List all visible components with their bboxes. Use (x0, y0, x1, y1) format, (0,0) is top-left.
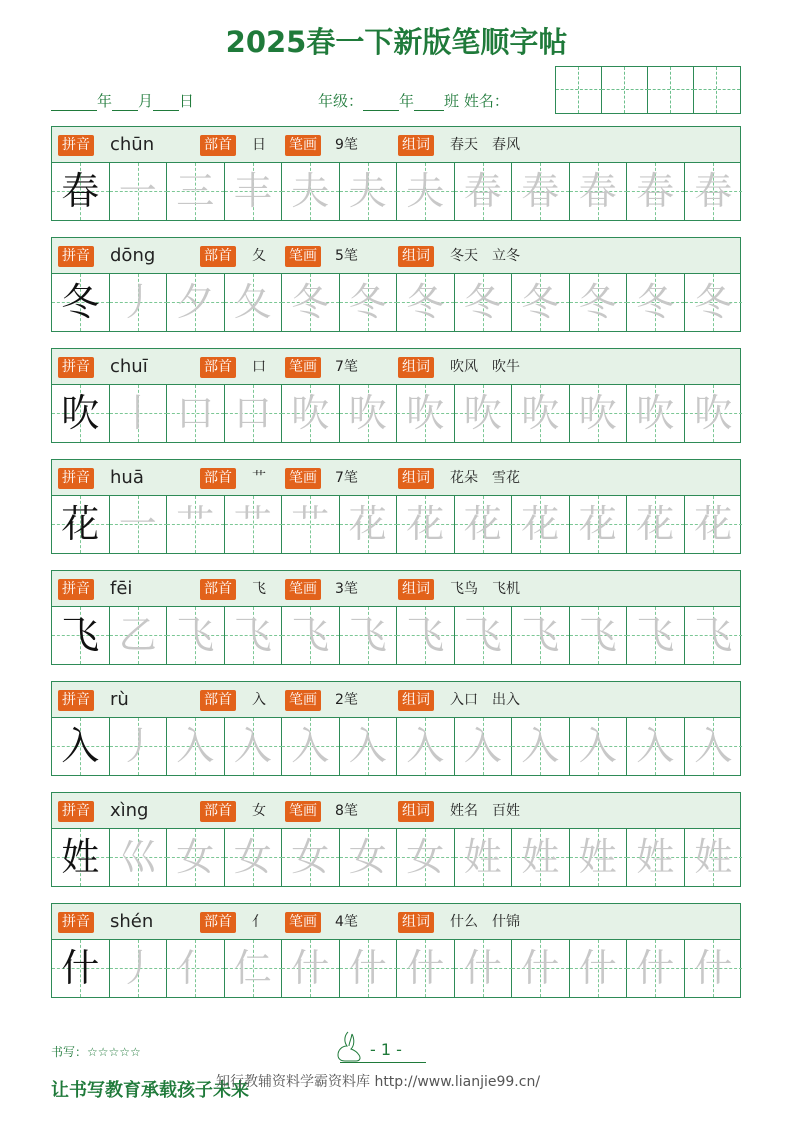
trace-character: 夂 (233, 280, 272, 324)
pinyin-value: chūn (110, 134, 155, 155)
trace-character: 口 (233, 391, 272, 435)
trace-character: 入 (291, 724, 330, 768)
words-value: 姓名 百姓 (450, 803, 520, 819)
trace-character: 艹 (176, 502, 215, 546)
trace-cell[interactable] (570, 607, 628, 664)
trace-cell[interactable] (685, 274, 743, 331)
trace-cell[interactable] (167, 163, 225, 220)
trace-character: 入 (636, 724, 675, 768)
trace-character: 姓 (463, 835, 502, 879)
writing-grid (51, 939, 741, 998)
model-character-cell (52, 385, 110, 442)
character-header (51, 348, 741, 385)
writing-grid (51, 162, 741, 221)
trace-cell[interactable] (167, 940, 225, 997)
character-header (51, 459, 741, 496)
trace-character: 春 (636, 169, 675, 213)
pinyin-tag: 拼音 (58, 579, 94, 600)
trace-cell[interactable] (397, 829, 455, 886)
page-number-badge (330, 1028, 430, 1068)
radical-tag: 部首 (200, 912, 236, 933)
trace-cell[interactable] (340, 385, 398, 442)
trace-character: 一 (118, 502, 157, 546)
trace-character: 吹 (636, 391, 675, 435)
trace-character: 入 (578, 724, 617, 768)
words-tag: 组词 (398, 468, 434, 489)
trace-cell[interactable] (225, 385, 283, 442)
model-character: 入 (61, 724, 100, 768)
trace-cell[interactable] (627, 607, 685, 664)
trace-character: 夫 (291, 169, 330, 213)
pinyin-value: rù (110, 689, 129, 710)
trace-character: 冬 (578, 280, 617, 324)
strokes-value: 8笔 (335, 803, 358, 819)
trace-character: 冬 (463, 280, 502, 324)
trace-cell[interactable] (512, 496, 570, 553)
trace-cell[interactable] (110, 718, 168, 775)
trace-cell[interactable] (282, 385, 340, 442)
trace-cell[interactable] (455, 607, 513, 664)
strokes-tag: 笔画 (285, 135, 321, 156)
radical-value: 亻 (252, 914, 266, 930)
trace-cell[interactable] (570, 718, 628, 775)
writing-grid (51, 273, 741, 332)
trace-character: 入 (348, 724, 387, 768)
trace-cell[interactable] (570, 496, 628, 553)
page-title: 2025春一下新版笔顺字帖 (225, 25, 568, 59)
trace-cell[interactable] (397, 607, 455, 664)
strokes-value: 3笔 (335, 581, 358, 597)
trace-cell[interactable] (627, 940, 685, 997)
trace-cell[interactable] (455, 718, 513, 775)
trace-character: 飞 (578, 613, 617, 657)
trace-character: 仁 (233, 946, 272, 990)
trace-cell[interactable] (225, 940, 283, 997)
trace-cell[interactable] (225, 607, 283, 664)
trace-character: 吹 (694, 391, 733, 435)
radical-value: 艹 (252, 470, 266, 486)
model-character: 什 (61, 946, 100, 990)
model-character-cell (52, 829, 110, 886)
trace-character: 姓 (636, 835, 675, 879)
trace-character: 什 (636, 946, 675, 990)
model-character: 冬 (61, 280, 100, 324)
trace-cell[interactable] (512, 607, 570, 664)
trace-cell[interactable] (627, 496, 685, 553)
slogan: 让书写教育承载孩子未来 (51, 1080, 249, 1101)
trace-cell[interactable] (340, 163, 398, 220)
trace-cell[interactable] (570, 274, 628, 331)
strokes-tag: 笔画 (285, 690, 321, 711)
model-character: 花 (61, 502, 100, 546)
trace-character: 艹 (291, 502, 330, 546)
trace-cell[interactable] (455, 496, 513, 553)
trace-character: 花 (636, 502, 675, 546)
pinyin-value: shén (110, 911, 154, 932)
trace-character: 艹 (233, 502, 272, 546)
name-cell[interactable] (556, 67, 602, 113)
trace-character: 飞 (406, 613, 445, 657)
strokes-value: 7笔 (335, 359, 358, 375)
words-value: 入口 出入 (450, 692, 520, 708)
trace-cell[interactable] (225, 274, 283, 331)
character-header (51, 237, 741, 274)
trace-cell[interactable] (225, 829, 283, 886)
words-tag: 组词 (398, 135, 434, 156)
trace-character: 夫 (348, 169, 387, 213)
trace-character: 花 (521, 502, 560, 546)
model-character-cell (52, 274, 110, 331)
trace-character: 入 (694, 724, 733, 768)
writing-grid (51, 828, 741, 887)
words-tag: 组词 (398, 357, 434, 378)
year-label: 年 (97, 92, 113, 110)
trace-character: 什 (694, 946, 733, 990)
trace-cell[interactable] (685, 829, 743, 886)
strokes-value: 9笔 (335, 137, 358, 153)
trace-character: 亻 (176, 946, 215, 990)
trace-cell[interactable] (110, 940, 168, 997)
trace-cell[interactable] (340, 496, 398, 553)
name-cell[interactable] (648, 67, 694, 113)
trace-character: 什 (578, 946, 617, 990)
class-blank[interactable] (414, 96, 444, 111)
trace-character: 冬 (636, 280, 675, 324)
words-value: 春天 春风 (450, 137, 520, 153)
radical-value: 夂 (252, 248, 266, 264)
radical-value: 日 (252, 137, 266, 153)
trace-character: 花 (694, 502, 733, 546)
pinyin-value: dōng (110, 245, 156, 266)
trace-character: 春 (578, 169, 617, 213)
trace-character: 什 (406, 946, 445, 990)
month-label: 月 (138, 92, 154, 110)
trace-character: 入 (176, 724, 215, 768)
trace-character: 入 (521, 724, 560, 768)
radical-value: 女 (252, 803, 266, 819)
trace-cell[interactable] (570, 829, 628, 886)
trace-character: 花 (348, 502, 387, 546)
radical-tag: 部首 (200, 801, 236, 822)
trace-character: 吹 (291, 391, 330, 435)
trace-character: 吹 (521, 391, 560, 435)
model-character: 春 (61, 169, 100, 213)
grade-line (318, 90, 509, 111)
grade-year-label: 年 (399, 92, 415, 110)
strokes-tag: 笔画 (285, 468, 321, 489)
trace-character: 丰 (233, 169, 272, 213)
strokes-value: 2笔 (335, 692, 358, 708)
pinyin-value: xìng (110, 800, 149, 821)
trace-character: 冬 (694, 280, 733, 324)
trace-character: 飞 (176, 613, 215, 657)
writing-grid (51, 495, 741, 554)
trace-cell[interactable] (340, 718, 398, 775)
character-header (51, 792, 741, 829)
trace-character: 吹 (463, 391, 502, 435)
trace-cell[interactable] (167, 274, 225, 331)
pinyin-tag: 拼音 (58, 690, 94, 711)
trace-cell[interactable] (167, 829, 225, 886)
trace-character: 吹 (578, 391, 617, 435)
date-line (51, 90, 194, 111)
writing-grid (51, 384, 741, 443)
day-blank[interactable] (153, 96, 179, 111)
trace-cell[interactable] (282, 163, 340, 220)
day-label: 日 (179, 92, 195, 110)
strokes-tag: 笔画 (285, 357, 321, 378)
trace-cell[interactable] (397, 385, 455, 442)
trace-character: 入 (406, 724, 445, 768)
trace-cell[interactable] (627, 829, 685, 886)
name-grid[interactable] (555, 66, 741, 114)
trace-cell[interactable] (282, 274, 340, 331)
trace-cell[interactable] (340, 274, 398, 331)
trace-character: 女 (406, 835, 445, 879)
trace-cell[interactable] (685, 718, 743, 775)
pinyin-tag: 拼音 (58, 912, 94, 933)
words-value: 飞鸟 飞机 (450, 581, 520, 597)
trace-cell[interactable] (340, 940, 398, 997)
trace-cell[interactable] (512, 385, 570, 442)
grade-blank[interactable] (363, 96, 399, 111)
trace-cell[interactable] (110, 163, 168, 220)
radical-tag: 部首 (200, 246, 236, 267)
trace-character: 姓 (578, 835, 617, 879)
trace-cell[interactable] (627, 385, 685, 442)
trace-cell[interactable] (685, 496, 743, 553)
trace-cell[interactable] (397, 496, 455, 553)
character-header (51, 126, 741, 163)
strokes-value: 4笔 (335, 914, 358, 930)
model-character-cell (52, 607, 110, 664)
words-value: 花朵 雪花 (450, 470, 520, 486)
trace-cell[interactable] (512, 274, 570, 331)
words-tag: 组词 (398, 579, 434, 600)
character-header (51, 903, 741, 940)
trace-character: 飞 (694, 613, 733, 657)
trace-cell[interactable] (282, 829, 340, 886)
trace-cell[interactable] (455, 829, 513, 886)
trace-character: 花 (406, 502, 445, 546)
trace-cell[interactable] (570, 385, 628, 442)
trace-character: 什 (463, 946, 502, 990)
words-value: 冬天 立冬 (450, 248, 520, 264)
trace-character: 飞 (463, 613, 502, 657)
trace-character: 女 (176, 835, 215, 879)
trace-cell[interactable] (282, 718, 340, 775)
trace-character: 入 (233, 724, 272, 768)
trace-character: 姓 (521, 835, 560, 879)
trace-character: 飞 (521, 613, 560, 657)
pinyin-tag: 拼音 (58, 468, 94, 489)
model-character: 吹 (61, 391, 100, 435)
trace-cell[interactable] (167, 496, 225, 553)
trace-cell[interactable] (627, 718, 685, 775)
pinyin-tag: 拼音 (58, 135, 94, 156)
trace-character: 什 (291, 946, 330, 990)
trace-cell[interactable] (570, 940, 628, 997)
class-label: 班 (444, 92, 460, 110)
strokes-tag: 笔画 (285, 579, 321, 600)
trace-cell[interactable] (282, 940, 340, 997)
trace-cell[interactable] (167, 607, 225, 664)
words-tag: 组词 (398, 246, 434, 267)
grade-label: 年级： (318, 92, 364, 110)
trace-cell[interactable] (512, 829, 570, 886)
radical-value: 口 (252, 359, 266, 375)
trace-character: 飞 (348, 613, 387, 657)
model-character-cell (52, 718, 110, 775)
trace-character: 口 (176, 391, 215, 435)
trace-cell[interactable] (685, 940, 743, 997)
trace-cell[interactable] (455, 940, 513, 997)
strokes-tag: 笔画 (285, 246, 321, 267)
words-tag: 组词 (398, 690, 434, 711)
words-value: 吹风 吹牛 (450, 359, 520, 375)
trace-cell[interactable] (110, 829, 168, 886)
trace-character: 吹 (406, 391, 445, 435)
pinyin-tag: 拼音 (58, 801, 94, 822)
trace-character: 飞 (636, 613, 675, 657)
writing-grid (51, 606, 741, 665)
radical-tag: 部首 (200, 135, 236, 156)
trace-cell[interactable] (627, 163, 685, 220)
trace-cell[interactable] (167, 385, 225, 442)
trace-character: 花 (578, 502, 617, 546)
radical-tag: 部首 (200, 579, 236, 600)
trace-cell[interactable] (225, 718, 283, 775)
trace-character: 飞 (291, 613, 330, 657)
trace-character: 姓 (694, 835, 733, 879)
year-blank[interactable] (51, 96, 97, 111)
strokes-value: 5笔 (335, 248, 358, 264)
month-blank[interactable] (112, 96, 138, 111)
model-character-cell (52, 940, 110, 997)
trace-character: 吹 (348, 391, 387, 435)
trace-character: 女 (233, 835, 272, 879)
name-cell[interactable] (694, 67, 740, 113)
trace-character: 三 (176, 169, 215, 213)
trace-cell[interactable] (110, 607, 168, 664)
trace-character: 丨 (118, 391, 157, 435)
trace-cell[interactable] (397, 274, 455, 331)
trace-character: 巛 (118, 835, 157, 879)
name-cell[interactable] (602, 67, 648, 113)
character-header (51, 681, 741, 718)
model-character: 飞 (61, 613, 100, 657)
pinyin-tag: 拼音 (58, 246, 94, 267)
character-header (51, 570, 741, 607)
trace-character: 冬 (406, 280, 445, 324)
trace-character: 冬 (521, 280, 560, 324)
radical-value: 飞 (252, 581, 266, 597)
trace-cell[interactable] (340, 829, 398, 886)
trace-cell[interactable] (685, 163, 743, 220)
trace-cell[interactable] (685, 385, 743, 442)
trace-cell[interactable] (110, 496, 168, 553)
pinyin-value: fēi (110, 578, 133, 599)
trace-character: 丿 (118, 946, 157, 990)
pinyin-value: chuī (110, 356, 148, 377)
trace-cell[interactable] (282, 496, 340, 553)
trace-cell[interactable] (512, 163, 570, 220)
rating-stars: 书写：☆☆☆☆☆ (51, 1045, 141, 1059)
trace-character: 春 (521, 169, 560, 213)
trace-character: 女 (348, 835, 387, 879)
trace-cell[interactable] (455, 385, 513, 442)
trace-cell[interactable] (512, 718, 570, 775)
words-tag: 组词 (398, 801, 434, 822)
trace-character: 春 (463, 169, 502, 213)
trace-cell[interactable] (685, 607, 743, 664)
trace-cell[interactable] (512, 940, 570, 997)
watermark: 知行教辅资料学霸资料库 http://www.lianjie99.cn/ (216, 1074, 541, 1090)
trace-character: 乙 (118, 613, 157, 657)
trace-cell[interactable] (167, 718, 225, 775)
strokes-tag: 笔画 (285, 801, 321, 822)
trace-character: 女 (291, 835, 330, 879)
pinyin-tag: 拼音 (58, 357, 94, 378)
strokes-tag: 笔画 (285, 912, 321, 933)
radical-tag: 部首 (200, 690, 236, 711)
name-label: 姓名： (463, 92, 509, 110)
trace-character: 冬 (348, 280, 387, 324)
trace-character: 什 (521, 946, 560, 990)
trace-cell[interactable] (110, 385, 168, 442)
trace-cell[interactable] (397, 163, 455, 220)
trace-cell[interactable] (340, 607, 398, 664)
words-value: 什么 什锦 (450, 914, 520, 930)
pinyin-value: huā (110, 467, 144, 488)
rabbit-icon (330, 1028, 364, 1064)
trace-cell[interactable] (225, 163, 283, 220)
trace-cell[interactable] (282, 607, 340, 664)
trace-cell[interactable] (397, 940, 455, 997)
strokes-value: 7笔 (335, 470, 358, 486)
trace-character: 飞 (233, 613, 272, 657)
trace-cell[interactable] (110, 274, 168, 331)
trace-character: 一 (118, 169, 157, 213)
model-character-cell (52, 163, 110, 220)
trace-cell[interactable] (397, 718, 455, 775)
trace-character: 夫 (406, 169, 445, 213)
trace-cell[interactable] (627, 274, 685, 331)
model-character-cell (52, 496, 110, 553)
page-number: - 1 - (370, 1040, 402, 1059)
trace-character: 丿 (118, 280, 157, 324)
trace-character: 冬 (291, 280, 330, 324)
trace-cell[interactable] (225, 496, 283, 553)
radical-tag: 部首 (200, 468, 236, 489)
radical-value: 入 (252, 692, 266, 708)
trace-cell[interactable] (455, 274, 513, 331)
trace-cell[interactable] (455, 163, 513, 220)
trace-character: 入 (463, 724, 502, 768)
trace-character: 花 (463, 502, 502, 546)
model-character: 姓 (61, 835, 100, 879)
trace-cell[interactable] (570, 163, 628, 220)
trace-character: 春 (694, 169, 733, 213)
words-tag: 组词 (398, 912, 434, 933)
trace-character: 什 (348, 946, 387, 990)
trace-character: 丿 (118, 724, 157, 768)
writing-grid (51, 717, 741, 776)
trace-character: 夕 (176, 280, 215, 324)
radical-tag: 部首 (200, 357, 236, 378)
